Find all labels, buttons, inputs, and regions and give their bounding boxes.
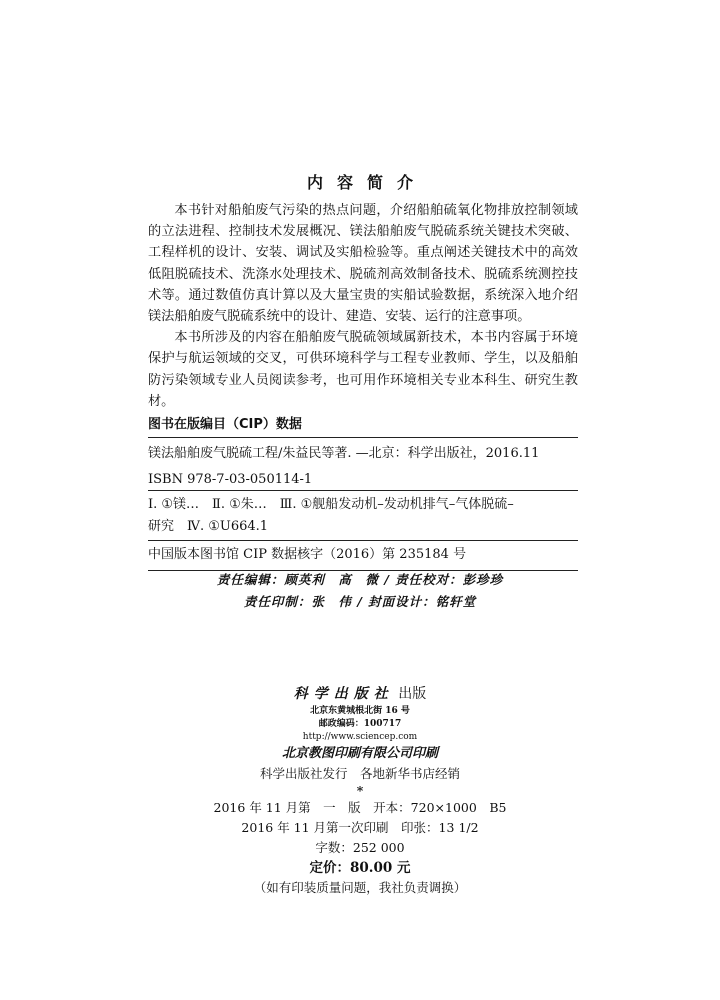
cip-title-line: 镁法船舶废气脱硫工程/朱益民等著. —北京：科学出版社，2016.11: [148, 446, 540, 461]
cip-data-block: [148, 443, 578, 491]
cip-bottom-rule: [148, 540, 578, 541]
abstract-paragraph-2: 本书所涉及的内容在船舶废气脱硫领域属新技术，本书内容属于环境保护与航运领域的交叉，可供环境科学与工程专业教师、学生，以及船舶防污染领域专业人员阅读参考，也可用作环境相关专业本科生、研究生教材。: [148, 330, 578, 409]
cip-heading: 图书在版编目（CIP）数据: [148, 417, 302, 432]
publisher-name: 科学出版社: [293, 686, 394, 702]
publish-suffix: 出版: [393, 686, 427, 702]
credits-print-line: 责任印制：张 伟 / 封面设计：铭轩堂: [243, 594, 477, 609]
colophon: [0, 683, 720, 898]
cip-classification-block: [148, 494, 578, 538]
separator-star: *: [356, 783, 364, 798]
abstract-title: 内容简介: [306, 173, 427, 192]
cip-classification-line-2: 研究 Ⅳ. ①U664.1: [148, 519, 269, 534]
cip-number: 中国版本图书馆 CIP 数据核字（2016）第 235184 号: [148, 547, 467, 562]
cip-mid-rule: [148, 490, 578, 491]
edition-line: 2016 年 11 月第 一 版 开本：720×1000 B5: [213, 800, 507, 815]
cip-isbn: ISBN 978-7-03-050114-1: [148, 472, 313, 487]
publisher-website: http://www.sciencep.com: [302, 732, 418, 742]
price: 定价：80.00 元: [309, 860, 411, 876]
publisher-address: 北京东黄城根北街 16 号: [310, 706, 410, 716]
abstract-paragraph-1: 本书针对船舶废气污染的热点问题，介绍船舶硫氧化物排放控制领域的立法进程、控制技术发展概况、镁法船舶废气脱硫系统关键技术突破、工程样机的设计、安装、调试及实船检验等。重点阐述关键技术中的高效低阻脱硫技术、洗涤水处理技术、脱硫剂高效制备技术、脱硫系统测控技术等。通过数值仿真计算以及大量宝贵的实船试验数据，系统深入地介绍镁法船舶废气脱硫系统中的设计、建造、安装、运行的注意事项。: [148, 203, 578, 325]
abstract-body: [148, 200, 578, 412]
cip-top-rule: [148, 437, 578, 438]
publisher-postcode: 邮政编码：100717: [318, 719, 402, 729]
cip-number-block: [148, 544, 578, 566]
cip-classification-line-1: Ⅰ. ①镁… Ⅱ. ①朱… Ⅲ. ①舰船发动机–发动机排气–气体脱硫–: [148, 497, 514, 512]
printer-line: 北京教图印刷有限公司印刷: [281, 746, 438, 761]
credits-block: [0, 569, 720, 613]
quality-notice: （如有印装质量问题，我社负责调换）: [253, 880, 467, 895]
publisher-line: [0, 683, 720, 705]
printing-line: 2016 年 11 月第一次印刷 印张：13 1/2: [241, 820, 479, 835]
distribution-line: 科学出版社发行 各地新华书店经销: [259, 766, 460, 781]
word-count: 字数：252 000: [315, 840, 405, 855]
credits-editor-line: 责任编辑：顾英利 高 微 / 责任校对：彭珍珍: [216, 572, 504, 587]
